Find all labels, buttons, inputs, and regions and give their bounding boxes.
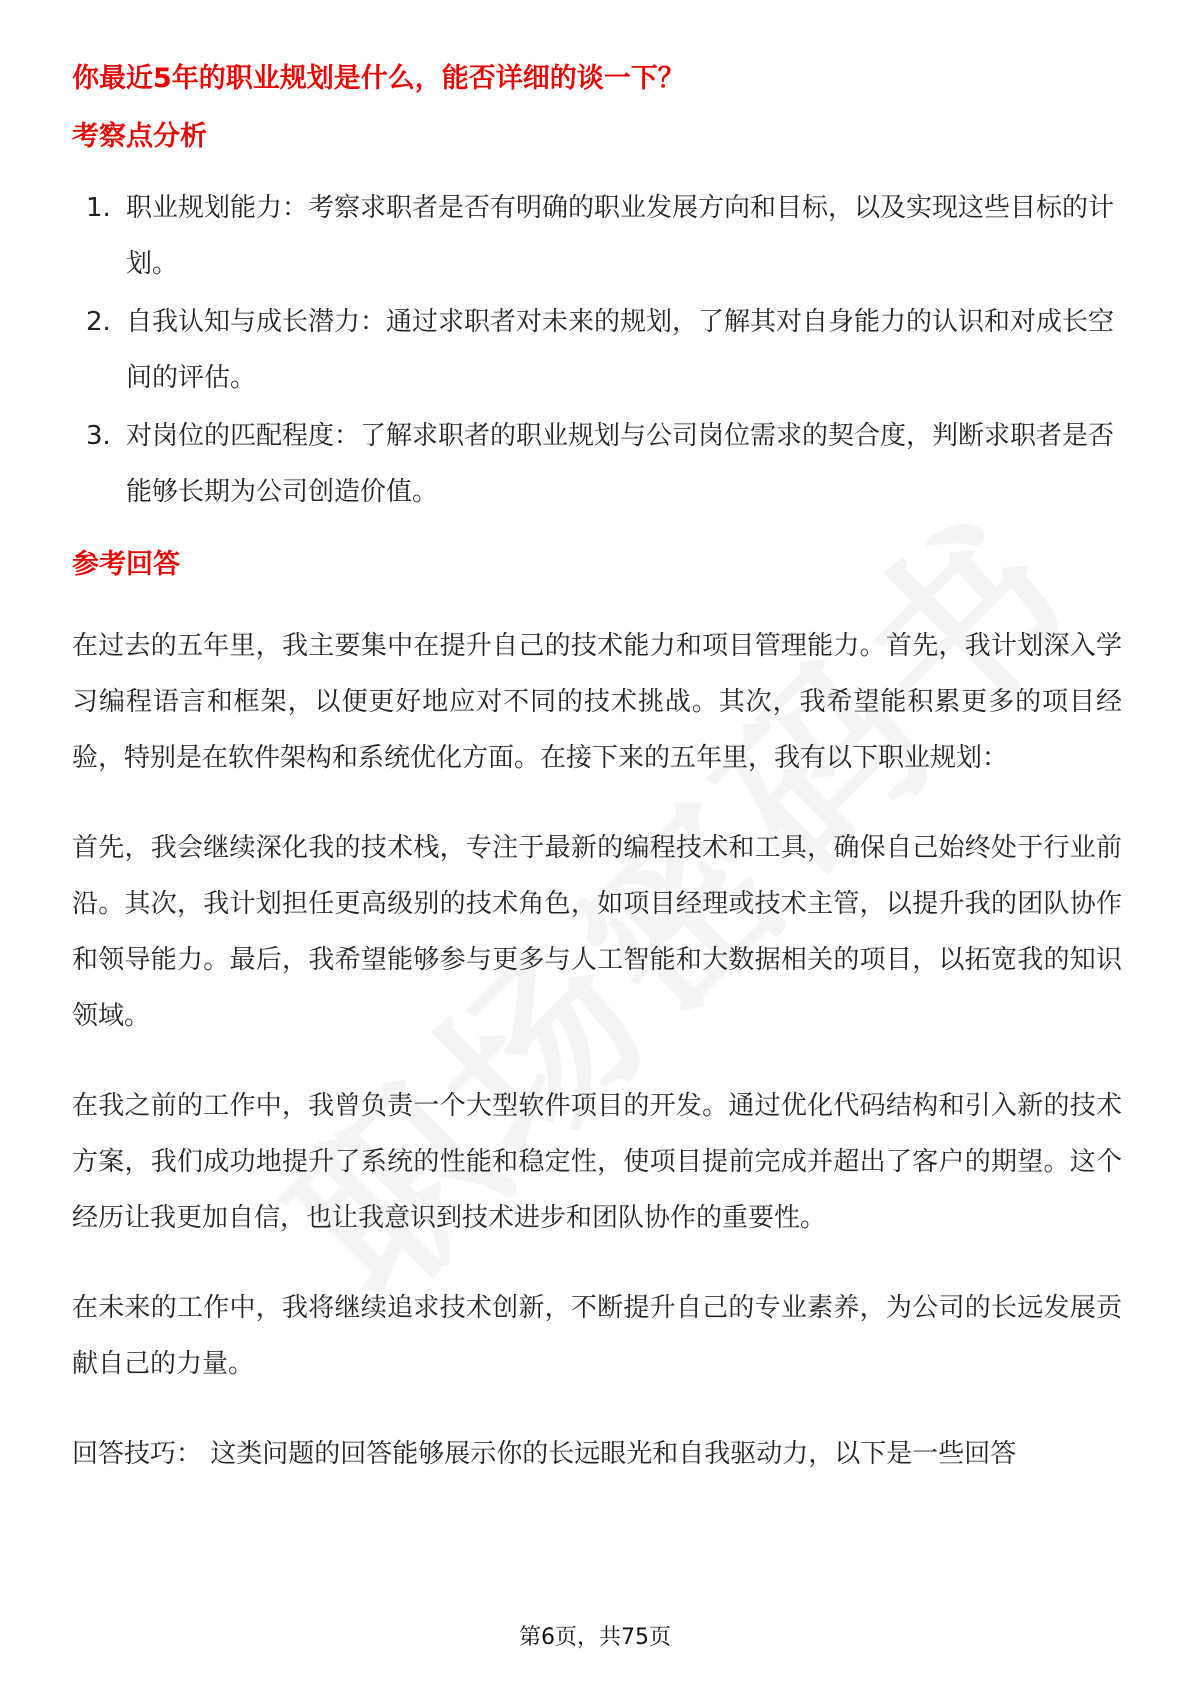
analysis-item-text: 对岗位的匹配程度：了解求职者的职业规划与公司岗位需求的契合度，判断求职者是否能够长期为公司创造价值。	[126, 421, 1115, 507]
page-number-footer: 第6页，共75页	[519, 1625, 671, 1650]
analysis-list	[72, 180, 1122, 520]
list-number: 2.	[86, 307, 111, 337]
analysis-item-text: 自我认知与成长潜力：通过求职者对未来的规划，了解其对自身能力的认识和对成长空间的评估。	[126, 307, 1115, 393]
list-number: 1.	[86, 193, 111, 223]
reference-heading: 参考回答	[72, 549, 180, 580]
analysis-item	[72, 408, 1122, 520]
answer-paragraph: 首先，我会继续深化我的技术栈，专注于最新的编程技术和工具，确保自己始终处于行业前沿。其次，我计划担任更高级别的技术角色，如项目经理或技术主管，以提升我的团队协作和领导能力。最后，我希望能够参与更多与人工智能和大数据相关的项目，以拓宽我的知识领域。	[72, 833, 1122, 1031]
question-title: 你最近5年的职业规划是什么，能否详细的谈一下？	[72, 63, 685, 94]
analysis-item	[72, 180, 1122, 292]
analysis-item-text: 职业规划能力：考察求职者是否有明确的职业发展方向和目标，以及实现这些目标的计划。	[126, 193, 1115, 279]
answer-paragraph: 在我之前的工作中，我曾负责一个大型软件项目的开发。通过优化代码结构和引入新的技术方案，我们成功地提升了系统的性能和稳定性，使项目提前完成并超出了客户的期望。这个经历让我更加自信，也让我意识到技术进步和团队协作的重要性。	[72, 1091, 1122, 1233]
answer-paragraph: 在过去的五年里，我主要集中在提升自己的技术能力和项目管理能力。首先，我计划深入学习编程语言和框架，以便更好地应对不同的技术挑战。其次，我希望能积累更多的项目经验，特别是在软件架构和系统优化方面。在接下来的五年里，我有以下职业规划：	[72, 631, 1122, 773]
answer-tips-paragraph: 回答技巧： 这类问题的回答能够展示你的长远眼光和自我驱动力，以下是一些回答	[72, 1439, 1017, 1469]
analysis-item	[72, 294, 1122, 406]
page-content	[72, 56, 1122, 1482]
analysis-heading: 考察点分析	[72, 121, 207, 152]
list-number: 3.	[86, 421, 111, 451]
answer-paragraph: 在未来的工作中，我将继续追求技术创新，不断提升自己的专业素养，为公司的长远发展贡献自己的力量。	[72, 1293, 1122, 1379]
